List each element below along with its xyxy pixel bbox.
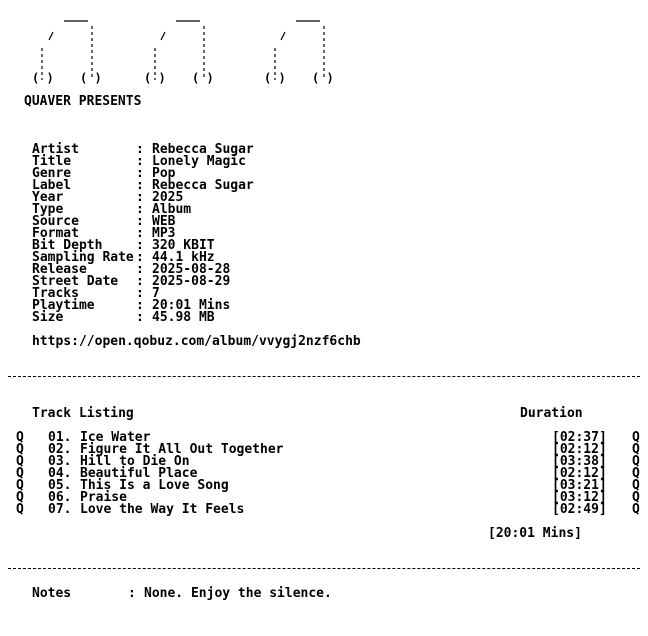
track-marker-left: Q <box>16 466 24 481</box>
info-value: Pop <box>152 166 176 181</box>
info-key: Sampling Rate <box>32 250 134 265</box>
info-colon: : <box>136 166 144 181</box>
track-duration: [02:12] <box>552 442 607 457</box>
info-value: Album <box>152 202 192 217</box>
separator-bottom <box>8 568 640 569</box>
svg-text:( ): ( ) <box>192 71 214 85</box>
track-marker-right: Q <box>632 442 640 457</box>
info-key: Label <box>32 178 72 193</box>
info-key: Artist <box>32 142 79 157</box>
track-duration: [02:12] <box>552 466 607 481</box>
track-duration: [03:12] <box>552 490 607 505</box>
info-key: Year <box>32 190 64 205</box>
info-value: 2025-08-29 <box>152 274 231 289</box>
info-colon: : <box>136 214 144 229</box>
info-value: 44.1 kHz <box>152 250 215 265</box>
track-marker-right: Q <box>632 454 640 469</box>
track-title: Love the Way It Feels <box>80 502 245 517</box>
info-colon: : <box>136 286 144 301</box>
svg-text:( ): ( ) <box>80 71 102 85</box>
info-value: 45.98 MB <box>152 310 215 325</box>
track-duration: [03:38] <box>552 454 607 469</box>
track-duration: [03:21] <box>552 478 607 493</box>
track-marker-left: Q <box>16 478 24 493</box>
info-colon: : <box>136 178 144 193</box>
total-playtime: [20:01 Mins] <box>488 526 582 541</box>
info-key: Street Date <box>32 274 119 289</box>
info-colon: : <box>136 238 144 253</box>
info-key: Size <box>32 310 64 325</box>
track-title: Figure It All Out Together <box>80 442 284 457</box>
info-value: 2025-08-28 <box>152 262 231 277</box>
track-title: Beautiful Place <box>80 466 198 481</box>
info-key: Playtime <box>32 298 95 313</box>
track-title: Ice Water <box>80 430 151 445</box>
info-key: Source <box>32 214 79 229</box>
info-key: Format <box>32 226 79 241</box>
track-title: Praise <box>80 490 127 505</box>
track-number: 03. <box>48 454 72 469</box>
track-marker-left: Q <box>16 430 24 445</box>
track-title: Hill to Die On <box>80 454 190 469</box>
svg-text:( ): ( ) <box>264 71 286 85</box>
info-key: Tracks <box>32 286 79 301</box>
info-value: WEB <box>152 214 176 229</box>
track-marker-right: Q <box>632 490 640 505</box>
duration-heading: Duration <box>520 406 583 421</box>
track-number: 05. <box>48 478 72 493</box>
track-marker-right: Q <box>632 502 640 517</box>
info-value: 320 KBIT <box>152 238 215 253</box>
track-listing-heading: Track Listing <box>32 406 134 421</box>
track-number: 02. <box>48 442 72 457</box>
info-key: Bit Depth <box>32 238 103 253</box>
info-colon: : <box>136 262 144 277</box>
album-url[interactable]: https://open.qobuz.com/album/vvygj2nzf6chb <box>32 334 361 349</box>
track-number: 06. <box>48 490 72 505</box>
info-key: Title <box>32 154 72 169</box>
info-colon: : <box>136 226 144 241</box>
info-colon: : <box>136 250 144 265</box>
info-colon: : <box>136 202 144 217</box>
track-number: 07. <box>48 502 72 517</box>
track-marker-right: Q <box>632 466 640 481</box>
svg-text:( ): ( ) <box>144 71 166 85</box>
track-marker-left: Q <box>16 502 24 517</box>
track-number: 04. <box>48 466 72 481</box>
track-title: This Is a Love Song <box>80 478 229 493</box>
quaver-logo <box>0 10 360 90</box>
info-colon: : <box>136 154 144 169</box>
separator-top <box>8 376 640 377</box>
track-marker-left: Q <box>16 454 24 469</box>
svg-text:( ): ( ) <box>312 71 334 85</box>
info-value: 20:01 Mins <box>152 298 231 313</box>
info-value: 2025 <box>152 190 184 205</box>
info-key: Release <box>32 262 87 277</box>
info-colon: : <box>136 274 144 289</box>
notes-text: None. Enjoy the silence. <box>144 586 332 601</box>
info-colon: : <box>136 142 144 157</box>
track-marker-right: Q <box>632 478 640 493</box>
track-number: 01. <box>48 430 72 445</box>
track-marker-right: Q <box>632 430 640 445</box>
track-marker-left: Q <box>16 442 24 457</box>
track-duration: [02:37] <box>552 430 607 445</box>
info-value: 7 <box>152 286 160 301</box>
info-value: MP3 <box>152 226 176 241</box>
notes-separator: : <box>128 586 136 601</box>
svg-text:( ): ( ) <box>32 71 54 85</box>
info-value: Rebecca Sugar <box>152 178 254 193</box>
notes-label: Notes <box>32 586 72 601</box>
info-key: Type <box>32 202 64 217</box>
info-value: Rebecca Sugar <box>152 142 254 157</box>
info-key: Genre <box>32 166 72 181</box>
quaver-notes-icon <box>0 10 360 90</box>
info-colon: : <box>136 190 144 205</box>
presenter-line: QUAVER PRESENTS <box>24 94 142 109</box>
track-duration: [02:49] <box>552 502 607 517</box>
track-row <box>0 504 648 516</box>
info-colon: : <box>136 298 144 313</box>
info-colon: : <box>136 310 144 325</box>
info-value: Lonely Magic <box>152 154 246 169</box>
track-marker-left: Q <box>16 490 24 505</box>
